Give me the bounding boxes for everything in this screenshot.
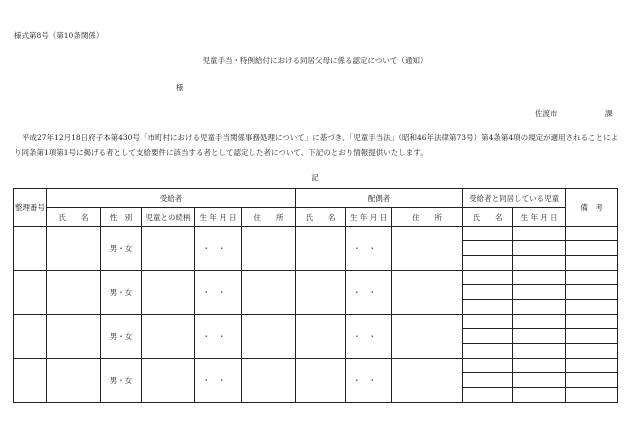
recipient-address-cell[interactable] [242,315,296,359]
table-row [14,271,618,315]
spouse-address-cell[interactable] [392,227,463,271]
spouse-dob-cell[interactable]: ・・ [346,227,392,271]
recipient-name-cell[interactable] [47,271,101,315]
spouse-name-cell[interactable] [296,271,346,315]
relation-cell[interactable] [142,315,195,359]
spouse-address-cell[interactable] [392,271,463,315]
child-dob-cell[interactable] [513,315,566,359]
recipient-dob-cell[interactable]: ・・ [195,315,242,359]
recipient-dob-cell[interactable]: ・・ [195,271,242,315]
info-table [13,188,618,403]
header-serial-no: 整理番号 [14,189,47,227]
col-recipient-gender: 性 別 [101,208,142,227]
recipient-address-cell[interactable] [242,271,296,315]
col-child-name: 氏 名 [463,208,513,227]
recipient-dob-cell[interactable]: ・・ [195,227,242,271]
spouse-address-cell[interactable] [392,359,463,403]
recipient-dob-cell[interactable]: ・・ [195,359,242,403]
child-dob-cell[interactable] [513,271,566,315]
child-dob-cell[interactable] [513,359,566,403]
document-title: 児童手当・特例給付における同居父母に係る認定について（通知） [202,56,428,65]
col-spouse-name: 氏 名 [296,208,346,227]
col-recipient-relation: 児童との続柄 [142,208,195,227]
spouse-dob-cell[interactable]: ・・ [346,359,392,403]
recipient-honorific: 様 [176,83,184,92]
table-row [14,227,618,271]
spouse-name-cell[interactable] [296,359,346,403]
relation-cell[interactable] [142,227,195,271]
header-remarks: 備 考 [566,189,618,227]
spouse-dob-cell[interactable]: ・・ [346,315,392,359]
table-row [14,359,618,403]
serial-no-cell[interactable] [14,359,47,403]
remarks-cell[interactable] [566,271,618,315]
col-child-dob: 生 年 月 日 [513,208,566,227]
gender-cell[interactable]: 男・女 [101,315,142,359]
ki-label: 記 [311,173,319,182]
recipient-name-cell[interactable] [47,359,101,403]
col-recipient-name: 氏 名 [47,208,101,227]
body-text: 平成27年12月18日府子本第430号「市町村における児童手当関係事務処理について」に基づき、「児童手当法」（昭和46年法律第73号）第4条第4項の規定が適用されることにより同条第1項第1号に掲げる者として支給要件に該当する者として認定した者について、下記のとおり情報提供いたします。 [14,133,619,157]
child-name-cell[interactable] [463,315,513,359]
issuer-city: 佐渡市 [535,109,558,118]
remarks-cell[interactable] [566,359,618,403]
col-recipient-dob: 生 年 月 日 [195,208,242,227]
table-row [14,315,618,359]
header-spouse: 配偶者 [296,189,463,208]
relation-cell[interactable] [142,271,195,315]
gender-cell[interactable]: 男・女 [101,359,142,403]
issuer-department: 課 [605,109,613,118]
child-name-cell[interactable] [463,227,513,271]
spouse-dob-cell[interactable]: ・・ [346,271,392,315]
recipient-address-cell[interactable] [242,359,296,403]
serial-no-cell[interactable] [14,227,47,271]
child-name-cell[interactable] [463,359,513,403]
serial-no-cell[interactable] [14,315,47,359]
col-spouse-dob: 生 年 月 日 [346,208,392,227]
col-recipient-address: 住 所 [242,208,296,227]
header-children: 受給者と同居している児童 [463,189,566,208]
remarks-cell[interactable] [566,315,618,359]
remarks-cell[interactable] [566,227,618,271]
spouse-name-cell[interactable] [296,227,346,271]
gender-cell[interactable]: 男・女 [101,271,142,315]
serial-no-cell[interactable] [14,271,47,315]
child-dob-cell[interactable] [513,227,566,271]
form-label: 様式第8号（第10条関係） [14,31,104,40]
recipient-name-cell[interactable] [47,227,101,271]
gender-cell[interactable]: 男・女 [101,227,142,271]
recipient-name-cell[interactable] [47,315,101,359]
relation-cell[interactable] [142,359,195,403]
spouse-address-cell[interactable] [392,315,463,359]
recipient-address-cell[interactable] [242,227,296,271]
spouse-name-cell[interactable] [296,315,346,359]
header-recipient: 受給者 [47,189,296,208]
child-name-cell[interactable] [463,271,513,315]
col-spouse-address: 住 所 [392,208,463,227]
